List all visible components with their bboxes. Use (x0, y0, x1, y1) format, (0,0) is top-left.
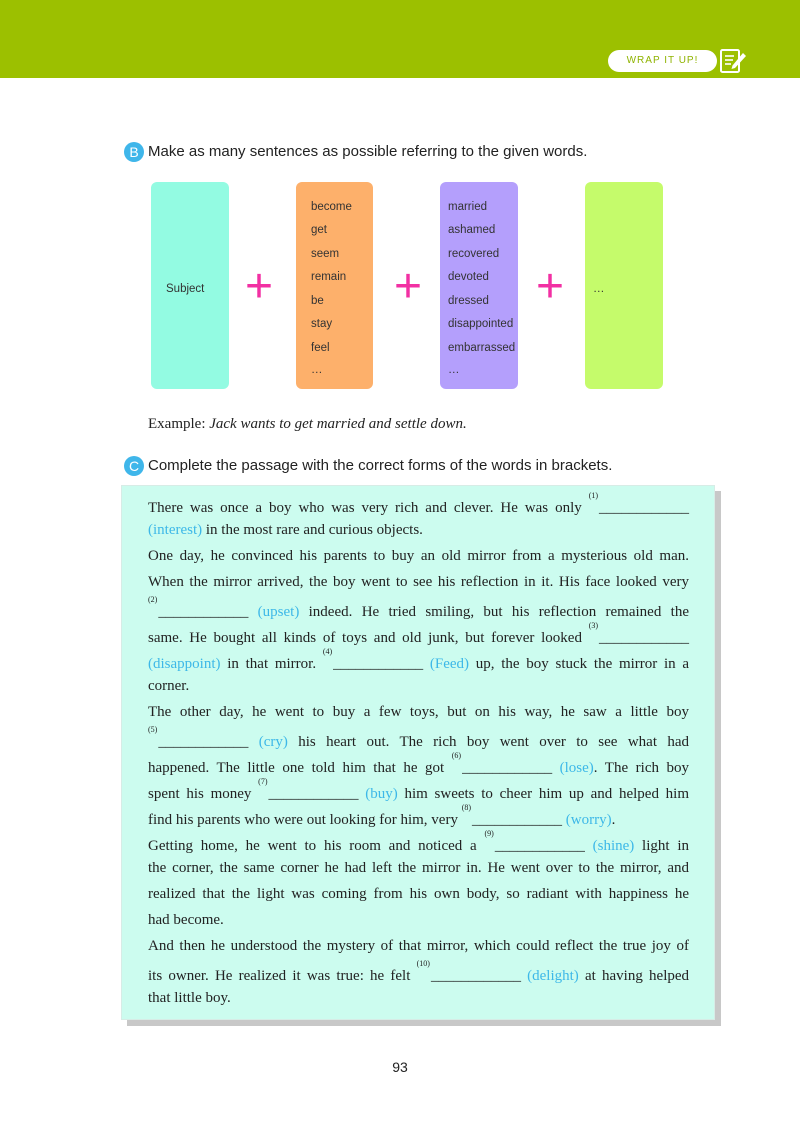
page-number: 93 (392, 1059, 408, 1075)
adjective-word: devoted (448, 271, 489, 283)
verb-word: be (311, 295, 324, 307)
verbs-box (296, 182, 373, 389)
adjective-word: disappointed (448, 318, 514, 330)
verb-word: get (311, 224, 327, 236)
passage-line: corner. (148, 678, 190, 694)
word-hint: (shine) (592, 838, 635, 854)
passage-line: And then he understood the mystery of that mirror, which could reflect the true joy of (148, 938, 689, 954)
word-hint: (delight) (527, 968, 579, 984)
verb-word: become (311, 201, 352, 213)
plus-sign: + (393, 260, 423, 313)
plus-sign: + (244, 260, 274, 313)
adjective-word: embarrassed (448, 342, 516, 354)
wrap-it-up-badge (608, 50, 717, 72)
passage-line: had become. (148, 912, 224, 928)
word-hint: (lose) (559, 760, 594, 776)
example-sentence (148, 416, 467, 433)
adjective-word: ashamed (448, 224, 496, 236)
passage-line: spent his money $^{(7)}$____________ (buy) him sweets to cheer him up and helped him (148, 777, 690, 802)
notepad-pencil-icon (719, 47, 747, 75)
section-c-badge: C (124, 456, 144, 476)
answer-blank[interactable]: ____________ (472, 812, 563, 828)
passage-line: $^{(2)}$____________ (upset) indeed. He tried smiling, but his reflection remained the (148, 595, 689, 620)
passage-line: The other day, he went to buy a few toys, but on his way, he saw a little boy (148, 704, 689, 720)
adjectives-box (440, 182, 518, 389)
passage-line: (disappoint) in that mirror. $^{(4)}$____________ (Feed) up, the boy stuck the mirror in a (148, 647, 690, 672)
adjective-word: recovered (448, 248, 500, 260)
adjective-word: married (448, 201, 487, 213)
word-hint: (cry) (258, 734, 288, 750)
subject-label: Subject (166, 283, 205, 295)
passage-line: There was once a boy who was very rich and clever. He was only $^{(1)}$____________ (148, 491, 690, 516)
adjective-word: … (448, 364, 460, 376)
example-label: Example: (148, 416, 206, 432)
passage-line: When the mirror arrived, the boy went to see his reflection in it. His face looked very (148, 574, 689, 590)
word-hint: (disappoint) (148, 656, 221, 672)
verb-word: … (311, 364, 323, 376)
passage-line: Getting home, he went to his room and noticed a $^{(9)}$____________ (shine) light in (148, 829, 689, 854)
example-text: Jack wants to get married and settle down. (209, 416, 467, 432)
section-c-title: Complete the passage with the correct forms of the words in brackets. (148, 457, 613, 474)
wrap-it-up-label: WRAP IT UP! (626, 55, 699, 66)
verb-word: seem (311, 248, 340, 260)
word-hint: (worry) (565, 812, 612, 828)
answer-blank[interactable]: ____________ (158, 604, 249, 620)
answer-blank[interactable]: ____________ (430, 968, 521, 984)
word-hint: (upset) (257, 604, 300, 620)
word-hint: (interest) (148, 522, 203, 538)
answer-blank[interactable]: ____________ (158, 734, 249, 750)
answer-blank[interactable]: ____________ (268, 786, 359, 802)
passage-line: its owner. He realized it was true: he felt $^{(10)}$____________ (delight) at having helped (148, 959, 690, 984)
passage-line: realized that the light was coming from his own body, so radiant with happiness he (148, 886, 689, 902)
verb-word: remain (311, 271, 347, 283)
passage-line: same. He bought all kinds of toys and old junk, but forever looked $^{(3)}$____________ (148, 621, 690, 646)
word-hint: (Feed) (429, 656, 470, 672)
section-b-title: Make as many sentences as possible referring to the given words. (148, 143, 588, 160)
passage-line: $^{(5)}$____________ (cry) his heart out. The rich boy went over to see what had (148, 725, 690, 750)
answer-blank[interactable]: ____________ (599, 500, 690, 516)
passage-line: (interest) in the most rare and curious objects. (148, 522, 423, 538)
word-hint: (buy) (365, 786, 398, 802)
extra-ellipsis: … (593, 283, 605, 295)
adjective-word: dressed (448, 295, 489, 307)
answer-blank[interactable]: ____________ (333, 656, 424, 672)
verb-word: feel (311, 342, 330, 354)
passage-line: the corner, the same corner he had left the mirror in. He went over to the mirror, and (148, 860, 689, 876)
plus-sign: + (535, 260, 565, 313)
verb-word: stay (311, 318, 333, 330)
section-b-badge: B (124, 142, 144, 162)
answer-blank[interactable]: ____________ (494, 838, 585, 854)
passage-line: find his parents who were out looking for him, very $^{(8)}$____________ (worry). (148, 803, 616, 828)
passage-line: happened. The little one told him that he got $^{(6)}$____________ (lose). The rich boy (148, 751, 690, 776)
answer-blank[interactable]: ____________ (599, 630, 690, 646)
passage-line: One day, he convinced his parents to buy an old mirror from a mysterious old man. (148, 548, 689, 564)
answer-blank[interactable]: ____________ (462, 760, 553, 776)
passage-line: that little boy. (148, 990, 231, 1006)
